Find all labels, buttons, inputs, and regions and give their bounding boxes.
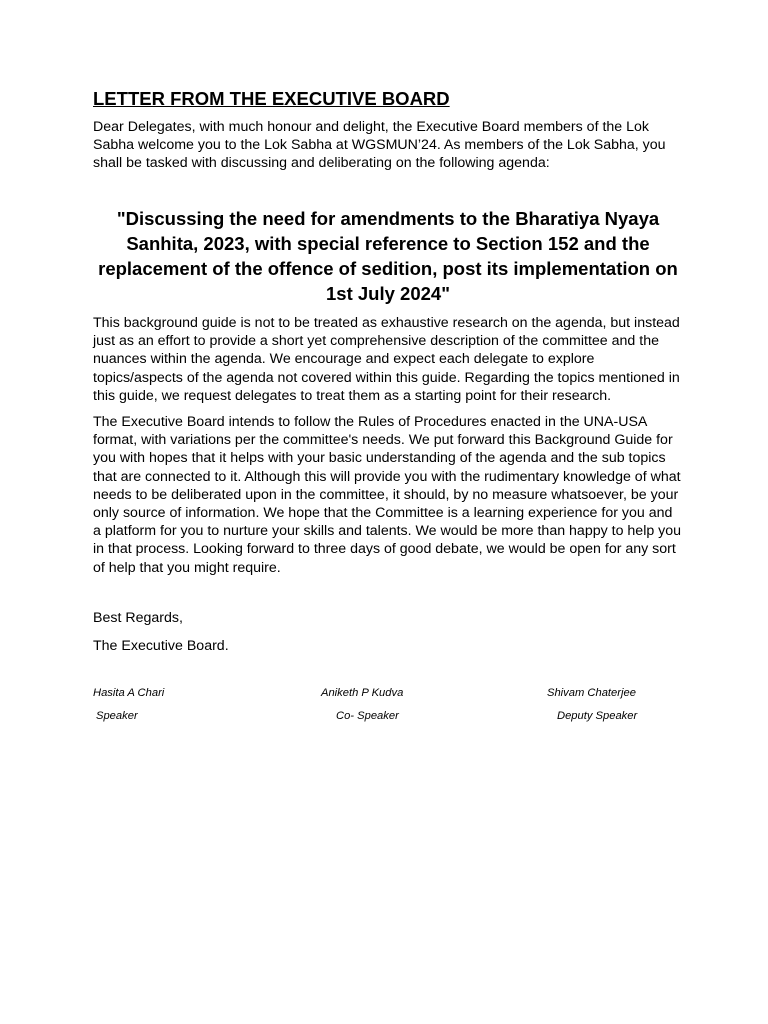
- background-paragraph: This background guide is not to be treated as exhaustive research on the agenda, but instead just as an effort to provide a short yet comprehensive description of the committee and the nuances within the agenda. We encourage and expect each delegate to explore topics/aspects of the agenda not covered within this guide. Regarding the topics mentioned in this guide, we request delegates to treat them as a starting point for their research.: [93, 315, 680, 404]
- signatory-role: Deputy Speaker: [557, 709, 638, 722]
- signatory-name: Aniketh P Kudva: [321, 686, 404, 699]
- signatures-row: [93, 687, 683, 733]
- letter-title: LETTER FROM THE EXECUTIVE BOARD: [93, 88, 450, 109]
- intro-paragraph: Dear Delegates, with much honour and delight, the Executive Board members of the Lok Sabha welcome you to the Lok Sabha at WGSMUN’24. As members of the Lok Sabha, you shall be tasked with discussing and deliberating on the following agenda:: [93, 119, 666, 171]
- signatory-name: Hasita A Chari: [93, 686, 165, 699]
- signatory: [547, 687, 637, 722]
- closing-signoff: The Executive Board.: [93, 637, 229, 654]
- agenda-statement: "Discussing the need for amendments to the Bharatiya Nyaya Sanhita, 2023, with special reference to Section 152 and the replacement of the offence of sedition, post its implementation on 1st July 2024": [98, 208, 678, 304]
- signatory-role: Co- Speaker: [336, 709, 399, 722]
- signatory: [93, 687, 164, 722]
- procedure-paragraph: The Executive Board intends to follow the Rules of Procedures enacted in the UNA-USA format, with variations per the committee's needs. We put forward this Background Guide for you with hopes that it helps with your basic understanding of the agenda and the sub topics that are connected to it. Although this will provide you with the rudimentary knowledge of what needs to be deliberated upon in the committee, it should, by no measure whatsoever, be your only source of information. We hope that the Committee is a learning experience for you and a platform for you to nurture your skills and talents. We would be more than happy to help you in that process. Looking forward to three days of good debate, we would be open for any sort of help that you might require.: [93, 414, 682, 576]
- letter-page: [93, 88, 683, 733]
- signatory-role: Speaker: [96, 709, 138, 722]
- signatory-name: Shivam Chaterjee: [547, 686, 636, 699]
- signatory: [321, 687, 403, 722]
- closing-regards: Best Regards,: [93, 609, 183, 626]
